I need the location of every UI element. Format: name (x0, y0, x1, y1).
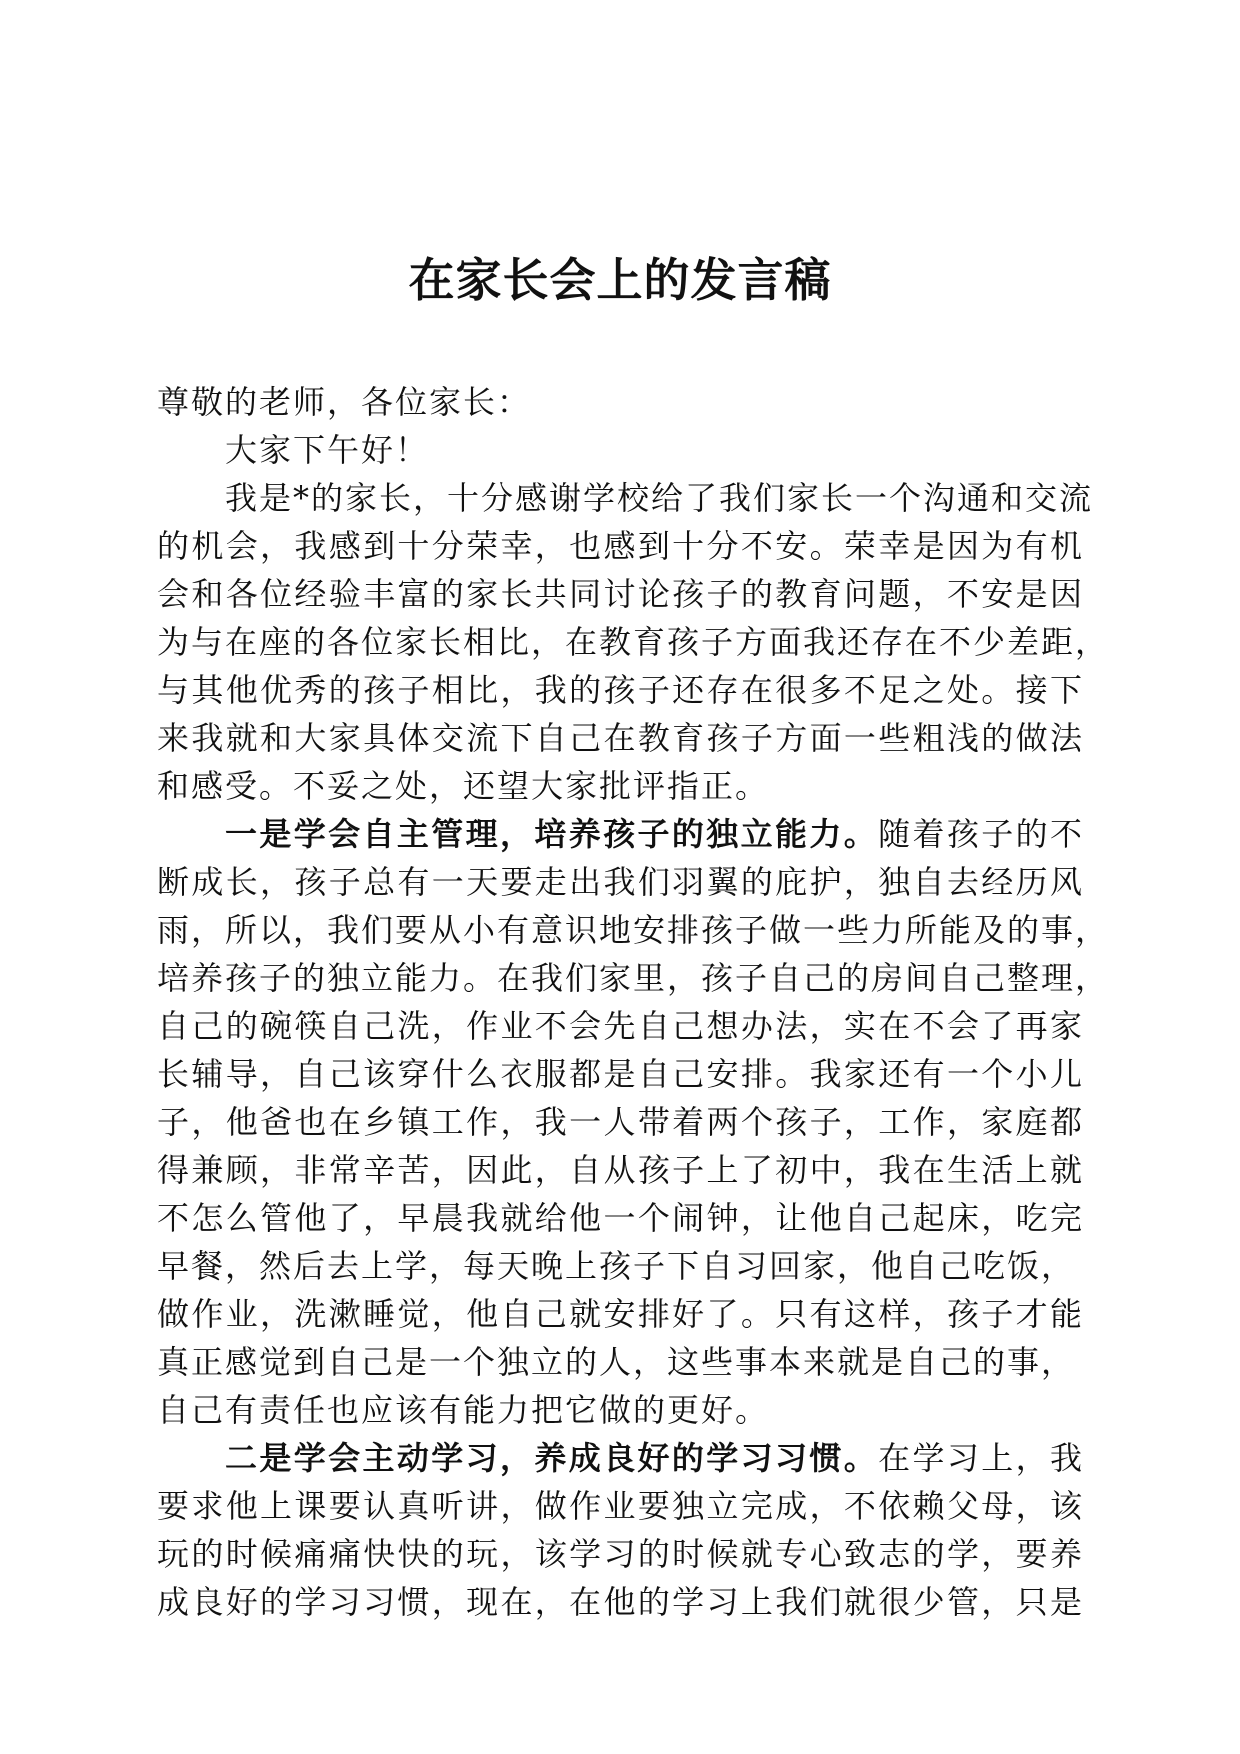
paragraph-1-line: 的机会，我感到十分荣幸，也感到十分不安。荣幸是因为有机 (157, 527, 1084, 565)
paragraph-2-line: 不怎么管他了，早晨我就给他一个闹钟，让他自己起床，吃完 (157, 1199, 1084, 1237)
greeting: 大家下午好！ (225, 431, 430, 469)
paragraph-2-line: 做作业，洗漱睡觉，他自己就安排好了。只有这样，孩子才能 (157, 1295, 1084, 1333)
paragraph-2-line: 自己有责任也应该有能力把它做的更好。 (157, 1391, 770, 1429)
document-title: 在家长会上的发言稿 (408, 253, 832, 307)
paragraph-2-line: 断成长，孩子总有一天要走出我们羽翼的庇护，独自去经历风 (157, 863, 1084, 901)
paragraph-3-line: 成良好的学习习惯，现在，在他的学习上我们就很少管，只是 (157, 1583, 1084, 1621)
paragraph-1-line: 我是*的家长，十分感谢学校给了我们家长一个沟通和交流 (225, 479, 1094, 517)
paragraph-1-line: 会和各位经验丰富的家长共同讨论孩子的教育问题，不安是因 (157, 575, 1084, 613)
paragraph-3-heading: 二是学会主动学习，养成良好的学习习惯。 (225, 1439, 879, 1477)
salutation: 尊敬的老师，各位家长： (157, 383, 532, 421)
paragraph-2-line: 真正感觉到自己是一个独立的人，这些事本来就是自己的事， (157, 1343, 1076, 1381)
paragraph-2-line: 自己的碗筷自己洗，作业不会先自己想办法，实在不会了再家 (157, 1007, 1084, 1045)
paragraph-2-first-line (157, 810, 1084, 858)
paragraph-2-line: 长辅导，自己该穿什么衣服都是自己安排。我家还有一个小儿 (157, 1055, 1084, 1093)
paragraph-1-line: 和感受。不妥之处，还望大家批评指正。 (157, 767, 770, 805)
paragraph-2-line: 培养孩子的独立能力。在我们家里，孩子自己的房间自己整理， (157, 959, 1110, 997)
paragraph-2-line: 得兼顾，非常辛苦，因此，自从孩子上了初中，我在生活上就 (157, 1151, 1084, 1189)
paragraph-3-first-line (157, 1434, 1084, 1482)
paragraph-1-line: 来我就和大家具体交流下自己在教育孩子方面一些粗浅的做法 (157, 719, 1084, 757)
paragraph-2-line: 雨，所以，我们要从小有意识地安排孩子做一些力所能及的事， (157, 911, 1110, 949)
paragraph-2-line: 早餐，然后去上学，每天晚上孩子下自习回家，他自己吃饭， (157, 1247, 1076, 1285)
document-body (157, 378, 1110, 1626)
paragraph-3-line: 玩的时候痛痛快快的玩，该学习的时候就专心致志的学，要养 (157, 1535, 1084, 1573)
paragraph-2-heading: 一是学会自主管理，培养孩子的独立能力。 (225, 815, 879, 853)
paragraph-3-line: 要求他上课要认真听讲，做作业要独立完成，不依赖父母，该 (157, 1487, 1084, 1525)
paragraph-2-first-rest: 随着孩子的不 (878, 815, 1084, 853)
paragraph-1-line: 为与在座的各位家长相比，在教育孩子方面我还存在不少差距， (157, 623, 1110, 661)
paragraph-1-line: 与其他优秀的孩子相比，我的孩子还存在很多不足之处。接下 (157, 671, 1084, 709)
paragraph-2-line: 子，他爸也在乡镇工作，我一人带着两个孩子，工作，家庭都 (157, 1103, 1084, 1141)
paragraph-3-first-rest: 在学习上，我 (878, 1439, 1084, 1477)
